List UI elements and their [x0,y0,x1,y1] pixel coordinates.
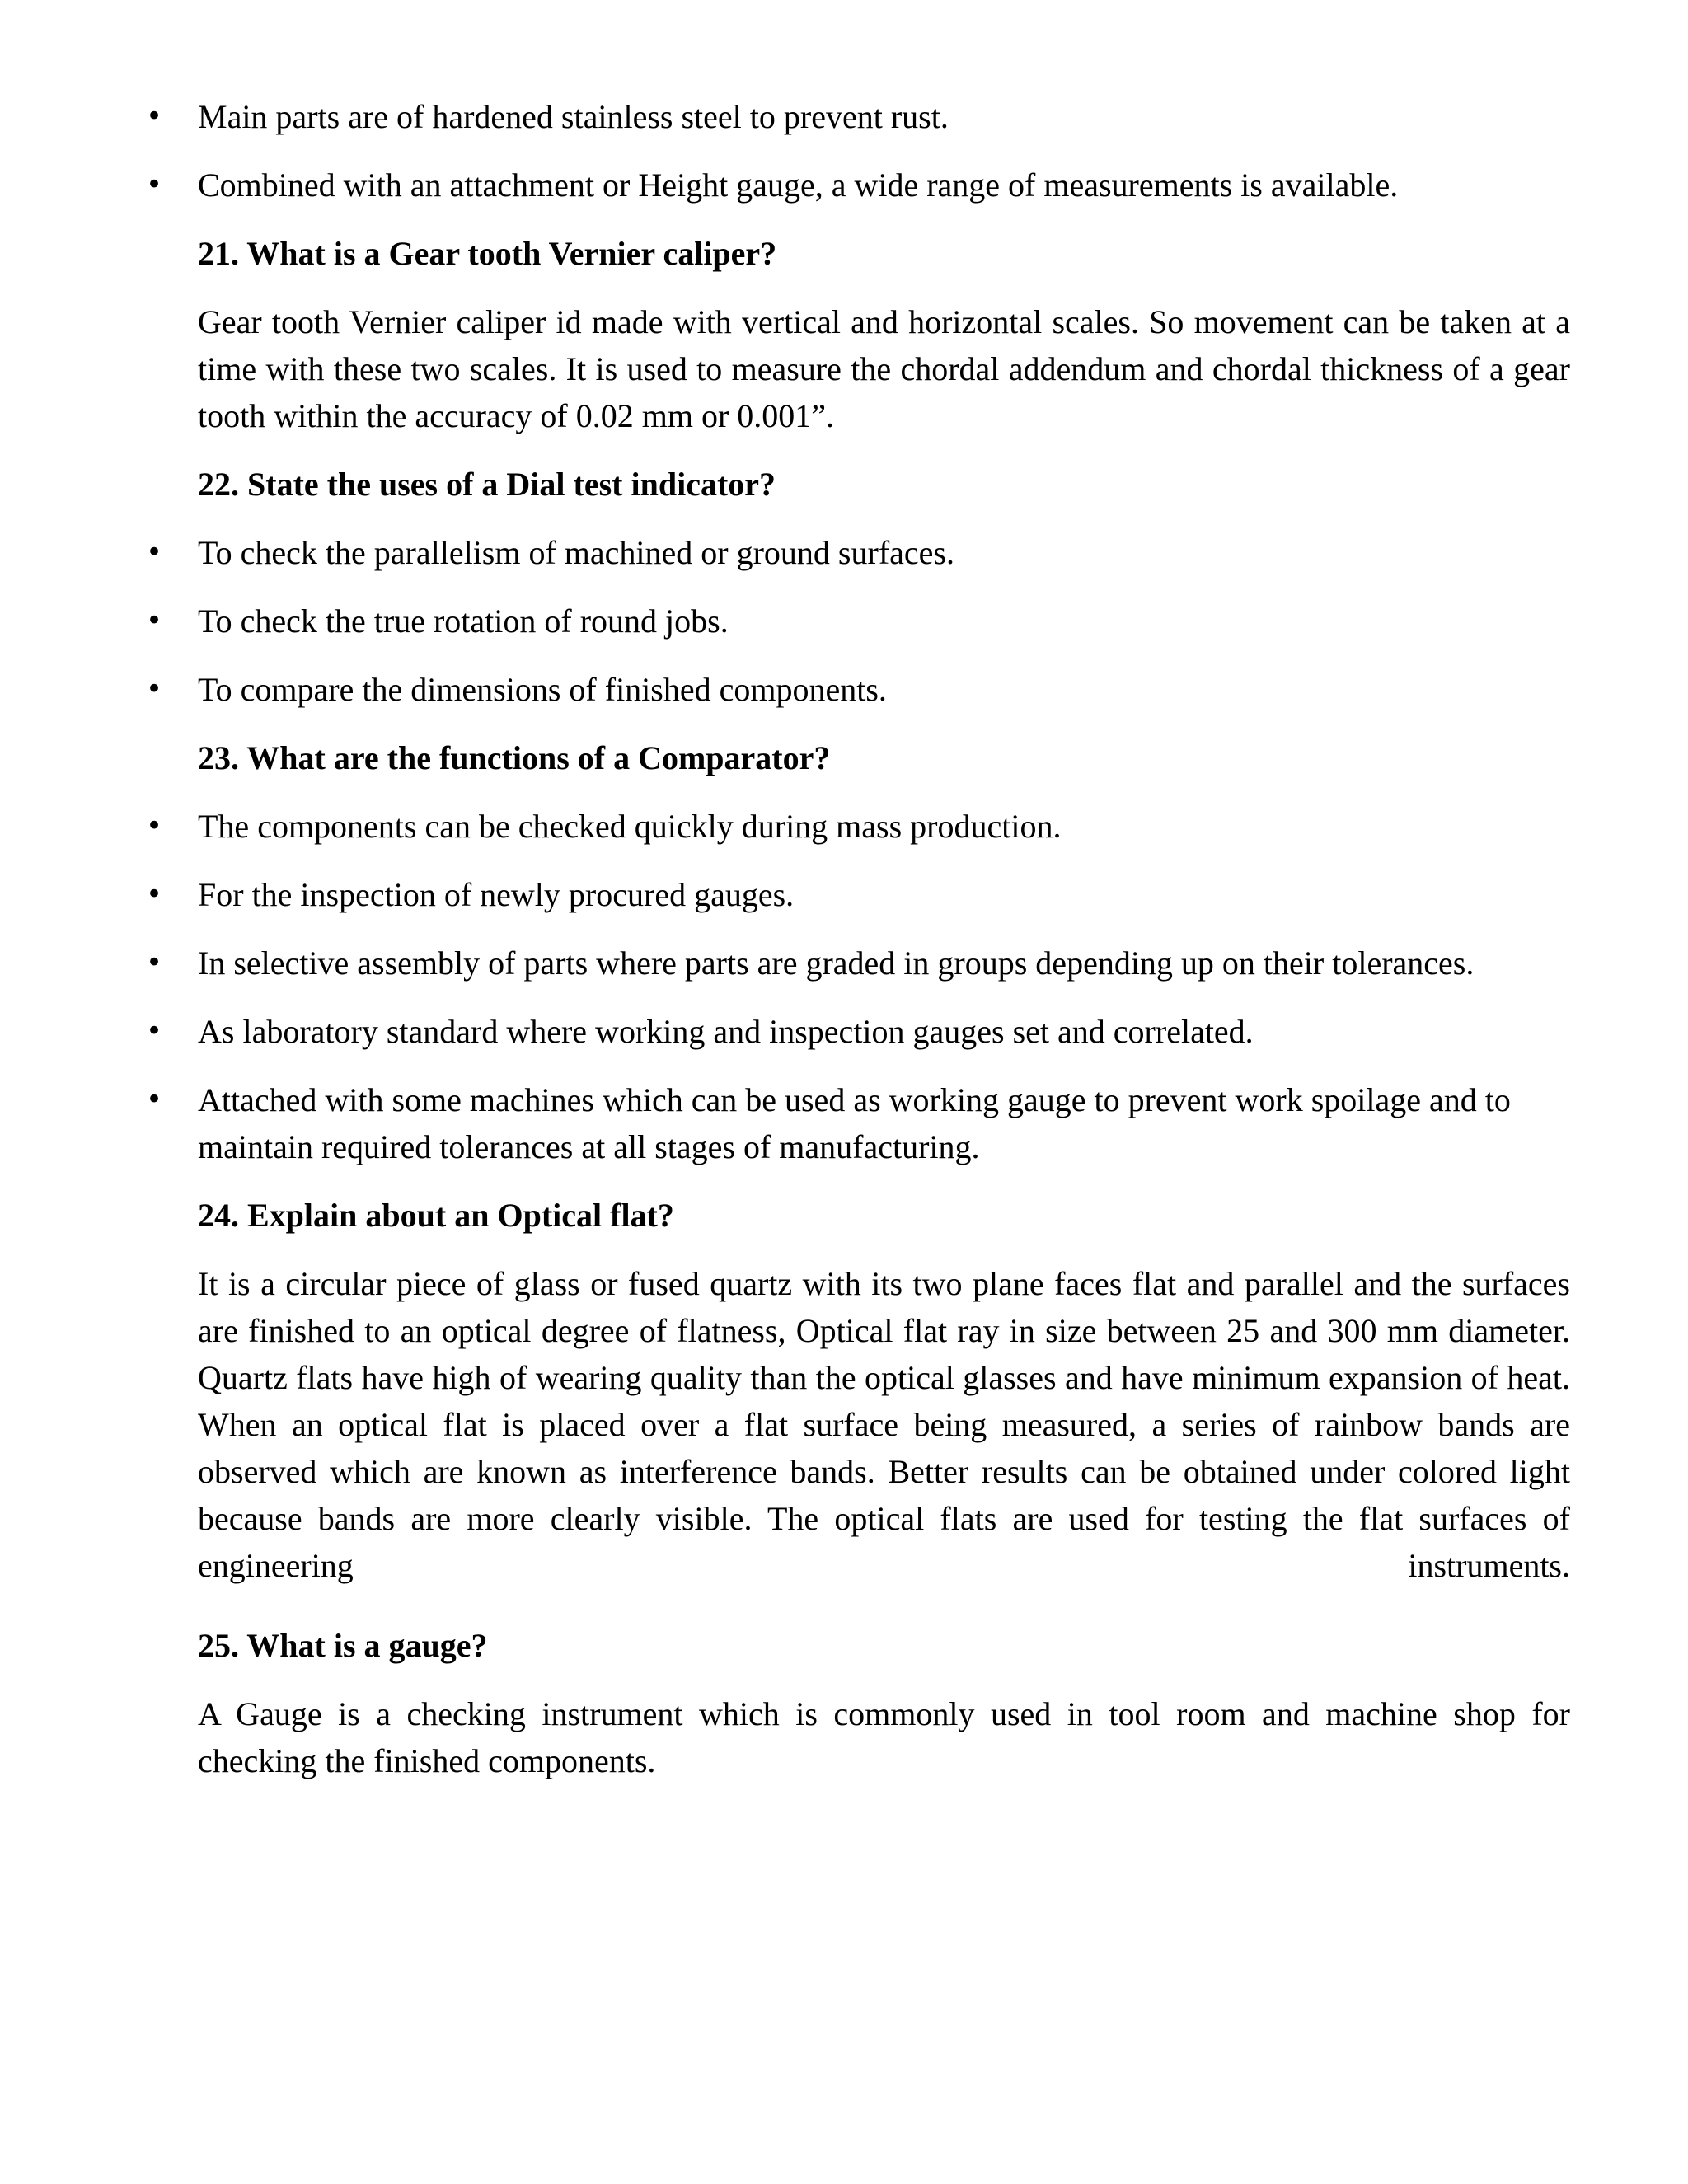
bullet-text: Main parts are of hardened stainless steel to prevent rust. [198,98,949,135]
bullet-dot: • [146,878,163,911]
bullet-item [146,1008,1570,1055]
bullet-item [146,803,1570,850]
bullet-item [146,529,1570,576]
bullet-text: For the inspection of newly procured gauges. [198,876,795,913]
answer-paragraph-21: Gear tooth Vernier caliper id made with vertical and horizontal scales. So movement can be taken at a time with these two scales. It is used to measure the chordal addendum and chordal thickness of a gear tooth within the accuracy of 0.02 mm or 0.001”. [198,303,1570,434]
question-heading-25: 25. What is a gauge? [198,1627,488,1664]
bullet-item [146,598,1570,644]
bullet-text: To check the parallelism of machined or ground surfaces. [198,534,954,571]
bullet-item [146,93,1570,140]
bullet-dot: • [146,536,163,569]
bullet-item [146,666,1570,713]
bullet-dot: • [146,673,163,705]
bullet-text: To compare the dimensions of finished components. [198,671,887,708]
bullet-dot: • [146,100,163,133]
bullet-text: Combined with an attachment or Height gauge, a wide range of measurements is available. [198,166,1399,204]
question-heading-24: 24. Explain about an Optical flat? [198,1197,674,1234]
bullet-text: The components can be checked quickly during mass production. [198,808,1062,845]
bullet-text: Attached with some machines which can be used as working gauge to prevent work spoilage and to maintain required tolerances at all stages of manufacturing. [198,1081,1511,1165]
bullet-text: As laboratory standard where working and inspection gauges set and correlated. [198,1013,1254,1050]
page-content [146,93,1570,1806]
answer-paragraph-25: A Gauge is a checking instrument which is commonly used in tool room and machine shop for checking the finished components. [198,1695,1570,1779]
question-heading-22: 22. State the uses of a Dial test indicator? [198,466,776,503]
bullet-text: In selective assembly of parts where parts are graded in groups depending up on their tolerances. [198,944,1475,982]
question-heading-23: 23. What are the functions of a Comparator? [198,739,831,776]
question-heading-21: 21. What is a Gear tooth Vernier caliper? [198,235,777,272]
bullet-dot: • [146,168,163,201]
bullet-dot: • [146,809,163,842]
bullet-dot: • [146,1083,163,1116]
bullet-dot: • [146,604,163,637]
bullet-dot: • [146,946,163,979]
bullet-text: To check the true rotation of round jobs. [198,602,729,640]
bullet-item [146,940,1570,987]
bullet-dot: • [146,1015,163,1047]
bullet-item [146,1076,1570,1170]
answer-paragraph-24: It is a circular piece of glass or fused quartz with its two plane faces flat and parallel and the surfaces are finished to an optical degree of flatness, Optical flat ray in size between 25 and 300 mm diameter. Quartz flats have high of wearing quality than the optical glasses and have minimum expansion of heat. When an optical flat is placed over a flat surface being measured, a series of rainbow bands are observed which are known as interference bands. Better results can be obtained under colored light because bands are more clearly visible. The optical flats are used for testing the flat surfaces of engineering instruments. [198,1265,1570,1584]
bullet-item [146,871,1570,918]
bullet-item [146,162,1570,209]
